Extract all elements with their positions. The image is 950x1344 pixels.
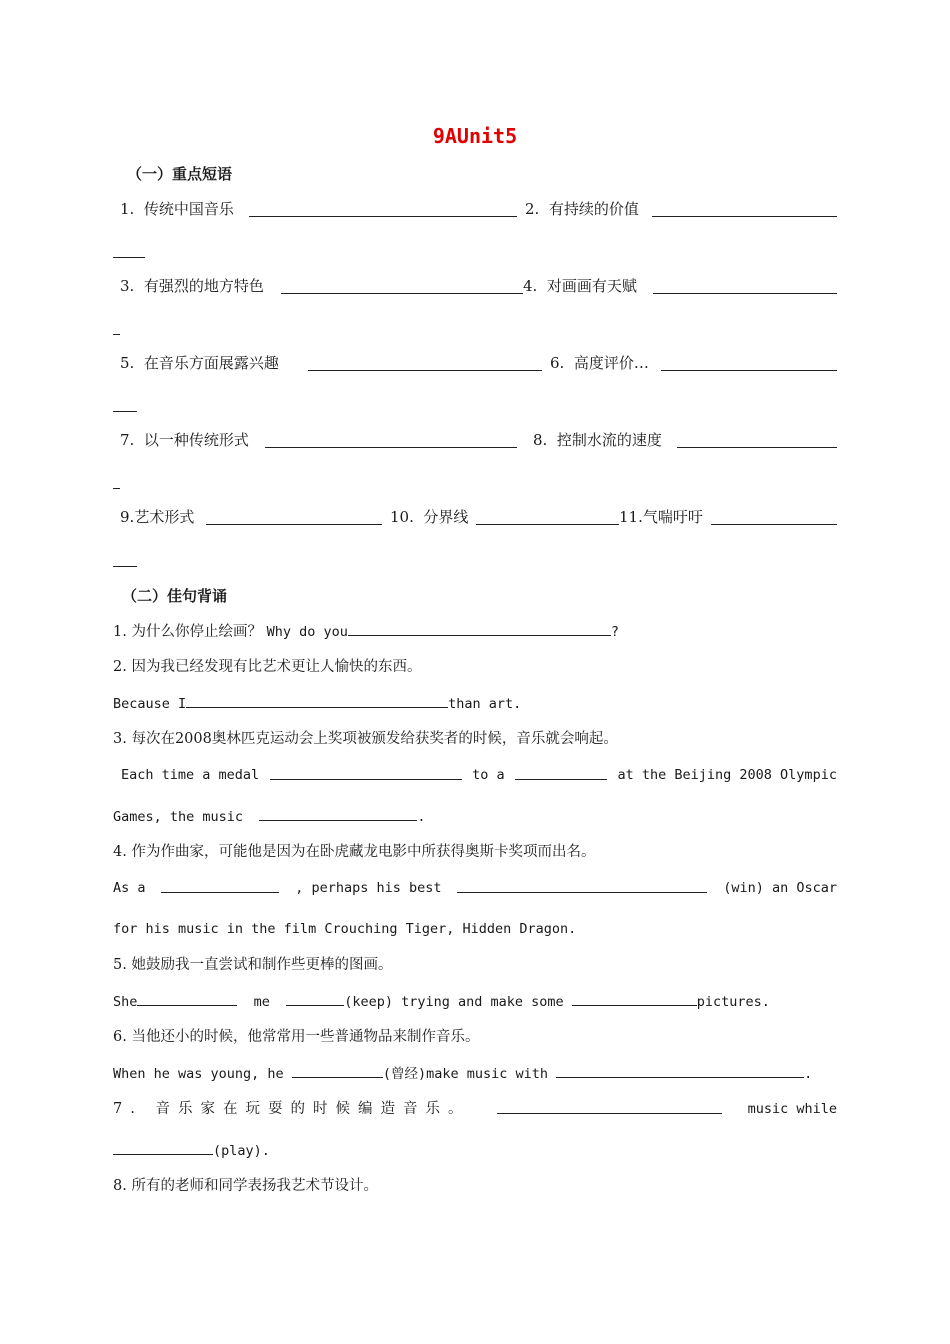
answer-blank[interactable] [308, 370, 542, 371]
answer-blank-continuation [113, 566, 137, 567]
answer-blank[interactable] [497, 1099, 722, 1114]
answer-blank[interactable] [206, 524, 382, 525]
sentence-item-english: for his music in the film Crouching Tiger, Hidden Dragon. [113, 921, 577, 937]
phrase-item: 1. 传统中国音乐 [120, 200, 234, 218]
phrase-item: 4. 对画画有天赋 [523, 277, 637, 295]
answer-blank[interactable] [270, 765, 462, 780]
answer-blank-continuation [113, 334, 120, 335]
answer-blank[interactable] [457, 878, 707, 893]
sentence-item-chinese: 3. 每次在2008奥林匹克运动会上奖项被颁发给获奖者的时候，音乐就会响起。 [113, 731, 618, 747]
phrase-item: 6. 高度评价… [550, 354, 649, 372]
answer-blank[interactable] [137, 991, 237, 1006]
answer-blank[interactable] [572, 991, 697, 1006]
answer-blank[interactable] [652, 216, 837, 217]
sentence-item-english: Each time a medal to a at the Beijing 2008 Olympic [121, 767, 837, 783]
sentence-item-english: (play). [113, 1140, 837, 1161]
answer-blank[interactable] [113, 1140, 213, 1155]
answer-blank[interactable] [476, 524, 619, 525]
answer-blank[interactable] [677, 447, 837, 448]
sentence-item-english: Games, the music . [113, 806, 837, 827]
answer-blank[interactable] [281, 293, 523, 294]
answer-blank-continuation [113, 488, 120, 489]
phrase-item: 2. 有持续的价值 [525, 200, 639, 218]
answer-blank-continuation [113, 257, 145, 258]
phrase-item: 11.气喘吁吁 [619, 508, 703, 526]
answer-blank[interactable] [515, 765, 607, 780]
answer-blank[interactable] [556, 1063, 804, 1078]
sentence-item-english: Because I than art. [113, 693, 837, 714]
answer-blank[interactable] [249, 216, 517, 217]
answer-blank[interactable] [711, 524, 837, 525]
sentence-item-chinese: 8. 所有的老师和同学表扬我艺术节设计。 [113, 1178, 378, 1194]
answer-blank[interactable] [161, 878, 279, 893]
phrase-item: 9.艺术形式 [120, 508, 195, 526]
phrase-item: 7. 以一种传统形式 [120, 431, 249, 449]
sentence-item: 1. 为什么你停止绘画？ Why do you ? [113, 621, 837, 642]
sentence-item-english: When he was young, he (曾经)make music with . [113, 1063, 837, 1084]
phrase-item: 8. 控制水流的速度 [533, 431, 662, 449]
sentence-item-chinese: 4. 作为作曲家，可能他是因为在卧虎藏龙电影中所获得奥斯卡奖项而出名。 [113, 844, 596, 860]
sentence-item-chinese: 6. 当他还小的时候，他常常用一些普通物品来制作音乐。 [113, 1029, 480, 1045]
answer-blank-continuation [113, 411, 137, 412]
answer-blank[interactable] [265, 447, 517, 448]
answer-blank[interactable] [348, 621, 611, 636]
answer-blank[interactable] [292, 1063, 383, 1078]
sentence-item-chinese: 5. 她鼓励我一直尝试和制作些更棒的图画。 [113, 957, 393, 973]
page-title: 9AUnit5 [432, 124, 518, 148]
section-heading-phrases: （一）重点短语 [127, 165, 233, 183]
answer-blank[interactable] [661, 370, 837, 371]
sentence-item-english: As a , perhaps his best (win) an Oscar [113, 880, 837, 896]
phrase-item: 3. 有强烈的地方特色 [120, 277, 264, 295]
sentence-item-chinese: 2. 因为我已经发现有比艺术更让人愉快的东西。 [113, 659, 422, 675]
phrase-item: 5. 在音乐方面展露兴趣 [120, 354, 279, 372]
section-heading-sentences: （二）佳句背诵 [122, 587, 228, 605]
answer-blank[interactable] [259, 806, 417, 821]
sentence-item-english: She me (keep) trying and make some pictures. [113, 991, 837, 1012]
sentence-item: 7. 音乐家在玩耍的时候编造音乐。 music while [113, 1101, 837, 1117]
answer-blank[interactable] [653, 293, 837, 294]
phrase-item: 10. 分界线 [390, 508, 469, 526]
answer-blank[interactable] [186, 693, 448, 708]
answer-blank[interactable] [286, 991, 344, 1006]
